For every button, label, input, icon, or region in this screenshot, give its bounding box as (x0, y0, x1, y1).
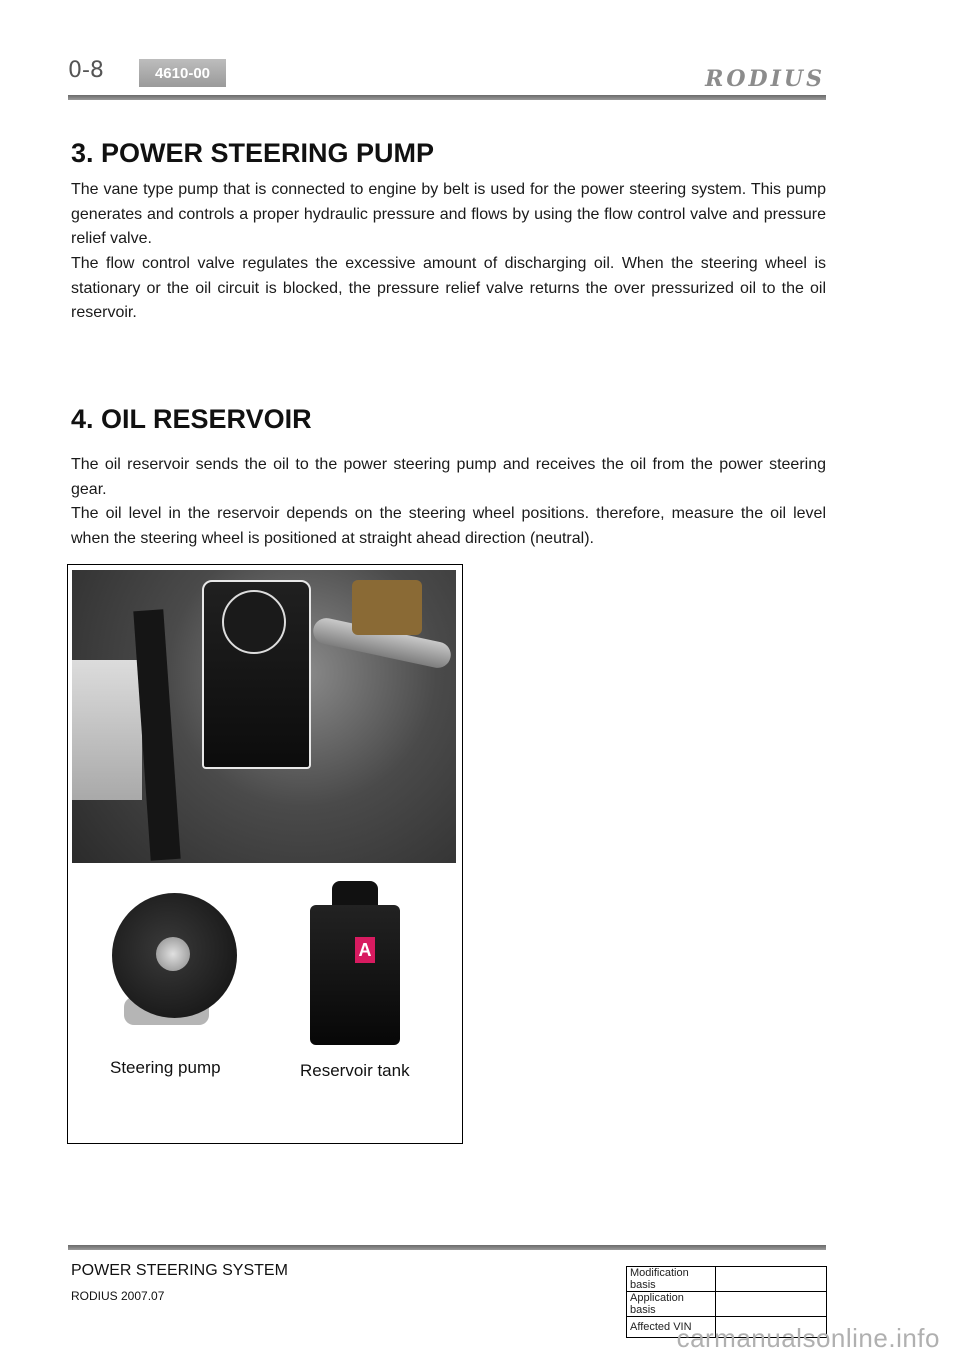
section-4-paragraph-1: The oil reservoir sends the oil to the power steering pump and receives the oil from the power steering gear. (71, 456, 826, 498)
section-3-paragraph-1: The vane type pump that is connected to engine by belt is used for the power steering system. This pump generates and controls a proper hydraulic pressure and flows by using the flow control valve and pressure relief valve. (71, 181, 826, 247)
steering-pump-caption: Steering pump (110, 1058, 221, 1077)
reservoir-tank-caption: Reservoir tank (300, 1061, 410, 1080)
table-cell-label: Application basis (627, 1292, 716, 1317)
footer-rule (68, 1245, 826, 1250)
table-cell-value (716, 1267, 827, 1292)
section-3-title: 3. POWER STEERING PUMP (71, 138, 435, 168)
section-3-paragraph-2: The flow control valve regulates the excessive amount of discharging oil. When the steering wheel is stationary or the oil circuit is blocked, the pressure relief valve returns the over pressurized oil to the oil reservoir. (71, 255, 826, 321)
steering-pump-photo (104, 887, 244, 1032)
footer-title: POWER STEERING SYSTEM (71, 1262, 288, 1279)
section-code-badge: 4610-00 (139, 59, 226, 87)
page-number: 0-8 (68, 58, 104, 83)
reservoir-cap (222, 590, 286, 654)
steering-components-figure (67, 564, 463, 1144)
table-row (627, 1292, 827, 1317)
watermark: carmanualsonline.info (676, 1323, 940, 1353)
section-4-paragraph-2: The oil level in the reservoir depends on the steering wheel positions. therefore, measure the oil level when the steering wheel is positioned at straight ahead direction (neutral). (71, 505, 826, 547)
table-cell-label: Affected VIN (627, 1317, 716, 1338)
header-rule (68, 95, 826, 100)
engine-bay-photo (72, 570, 456, 863)
brand-logo: RODIUS (705, 66, 825, 92)
reservoir-tank-photo (300, 877, 420, 1047)
footer-subtitle: RODIUS 2007.07 (71, 1289, 165, 1303)
table-cell-label: Modification basis (627, 1267, 716, 1292)
section-4-title: 4. OIL RESERVOIR (71, 404, 312, 434)
table-cell-value (716, 1292, 827, 1317)
table-row (627, 1267, 827, 1292)
reservoir-tag: A (355, 937, 375, 963)
